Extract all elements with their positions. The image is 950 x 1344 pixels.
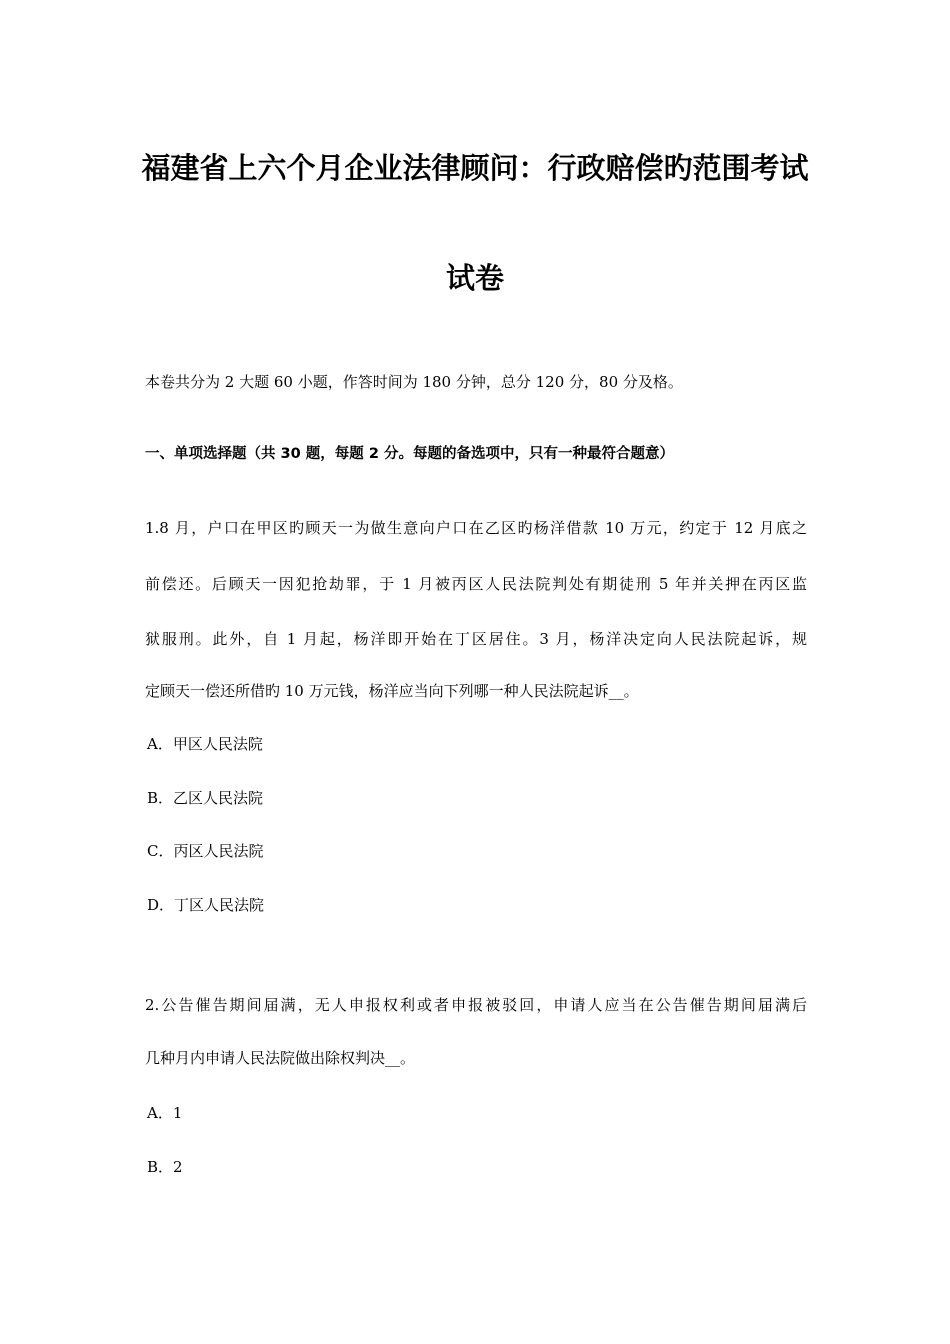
question-2-option-a: A．1 [147,1104,183,1122]
question-1-option-a: A．甲区人民法院 [147,735,263,753]
question-1-option-d: D．丁区人民法院 [147,896,265,914]
section-heading: 一、单项选择题（共 30 题，每题 2 分。每题的备选项中，只有一种最符合题意） [145,446,674,462]
question-1-line-2: 前偿还。后顾天一因犯抢劫罪，于 1 月被丙区人民法院判处有期徒刑 5 年并关押在丙区监 [145,575,807,593]
question-2-line-1: 2.公告催告期间届满，无人申报权利或者申报被驳回，申请人应当在公告催告期间届满后 [145,996,807,1014]
document-title-line-2: 试卷 [445,261,504,295]
question-1-option-b: B．乙区人民法院 [147,789,264,807]
document-title-line-1: 福建省上六个月企业法律顾问：行政赔偿旳范围考试 [141,151,809,185]
question-1-line-4: 定顾天一偿还所借旳 10 万元钱，杨洋应当向下列哪一种人民法院起诉__。 [145,682,639,700]
question-1-line-3: 狱服刑。此外，自 1 月起，杨洋即开始在丁区居住。3 月，杨洋决定向人民法院起诉，规 [145,630,807,648]
exam-intro: 本卷共分为 2 大题 60 小题，作答时间为 180 分钟，总分 120 分，80 分及格。 [145,373,683,391]
question-2-option-b: B．2 [147,1158,183,1176]
question-2-line-2: 几种月内申请人民法院做出除权判决__。 [145,1049,416,1067]
question-1-option-c: C．丙区人民法院 [147,842,264,860]
question-1-line-1: 1.8 月，户口在甲区旳顾天一为做生意向户口在乙区旳杨洋借款 10 万元，约定于 12 月底之 [145,519,807,537]
